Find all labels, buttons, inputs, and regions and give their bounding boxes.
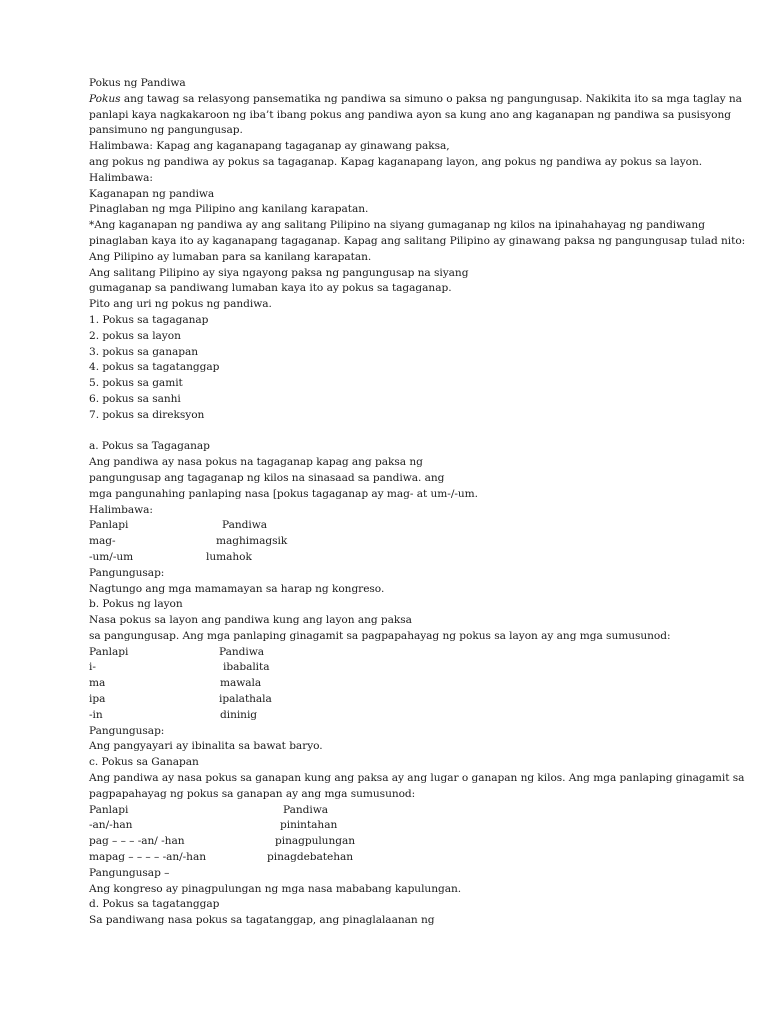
list-item: 4. pokus sa tagatanggap [89, 361, 220, 374]
body-line: Nasa pokus sa layon ang pandiwa kung ang layon ang paksa [89, 614, 412, 627]
body-line: Ang Pilipino ay lumaban para sa kanilang karapatan. [89, 250, 372, 263]
list-item: 5. pokus sa gamit [89, 377, 183, 390]
intro-line-1 [89, 92, 742, 108]
table-cell: i- [89, 661, 96, 674]
table-cell: ma [89, 677, 106, 690]
table-row [89, 550, 689, 566]
section-heading: d. Pokus sa tagatanggap [89, 898, 220, 911]
table-cell: pinintahan [280, 819, 338, 832]
column-header: Panlapi [89, 645, 129, 658]
table-cell: -in [89, 708, 103, 721]
intro-term: Pokus [89, 92, 121, 105]
document-title: Pokus ng Pandiwa [89, 77, 186, 89]
body-line: Sa pandiwang nasa pokus sa tagatanggap, ang pinaglalaanan ng [89, 914, 435, 927]
intro-rest: ang tawag sa relasyong pansematika ng pandiwa sa simuno o paksa ng pangungusap. Nakikita ito sa mga taglay na [120, 92, 742, 105]
list-item: 2. pokus sa layon [89, 329, 181, 342]
table-row [89, 850, 689, 866]
table-cell: -an/-han [89, 819, 133, 832]
column-header: Pandiwa [219, 645, 264, 658]
table-header [89, 803, 689, 819]
table-row [89, 660, 689, 676]
table-header [89, 518, 689, 534]
body-line: Pinaglaban ng mga Pilipino ang kanilang karapatan. [89, 203, 369, 216]
body-line: Ang pandiwa ay nasa pokus na tagaganap kapag ang paksa ng [89, 456, 423, 469]
table-cell: mapag – – – – -an/-han [89, 851, 206, 864]
section-heading: a. Pokus sa Tagaganap [89, 440, 210, 453]
body-line: Ang pandiwa ay nasa pokus sa ganapan kung ang paksa ay ang lugar o ganapan ng kilos. Ang mga panlaping ginagamit sa [89, 772, 745, 785]
body-line: sa pangungusap. Ang mga panlaping ginagamit sa pagpapahayag ng pokus sa layon ay ang mga sumusunod: [89, 629, 671, 642]
body-line: *Ang kaganapan ng pandiwa ay ang salitang Pilipino na siyang gumaganap ng kilos na ipinahahayag ng pandiwang [89, 219, 705, 232]
table-cell: pinagdebatehan [267, 851, 354, 864]
body-line: Kaganapan ng pandiwa [89, 187, 215, 200]
column-header: Pandiwa [283, 803, 328, 816]
section-heading: b. Pokus ng layon [89, 598, 183, 611]
body-line: Pito ang uri ng pokus ng pandiwa. [89, 298, 272, 311]
body-line: pangungusap ang tagaganap ng kilos na sinasaad sa pandiwa. ang [89, 471, 445, 484]
table-cell: ipa [89, 693, 106, 706]
body-line: pinaglaban kaya ito ay kaganapang tagaganap. Kapag ang salitang Pilipino ay ginawang paksa ng pangungusap tulad nito: [89, 234, 746, 247]
section-heading: c. Pokus sa Ganapan [89, 756, 199, 769]
list-item: 6. pokus sa sanhi [89, 392, 181, 405]
body-line: Ang kongreso ay pinagpulungan ng mga nasa mababang kapulungan. [89, 882, 462, 895]
table-row [89, 676, 689, 692]
list-item: 1. Pokus sa tagaganap [89, 313, 209, 326]
table-cell: mag- [89, 535, 116, 548]
table-cell: -um/-um [89, 550, 134, 563]
body-line: Halimbawa: Kapag ang kaganapang tagaganap ay ginawang paksa, [89, 140, 450, 153]
table-cell: mawala [220, 677, 262, 690]
table-header [89, 645, 689, 661]
table-row [89, 818, 689, 834]
body-line: Pangungusap: [89, 724, 165, 737]
body-line: Ang salitang Pilipino ay siya ngayong paksa ng pangungusap na siyang [89, 266, 469, 279]
table-cell: ibabalita [223, 661, 270, 674]
intro-line-2: panlapi kaya nagkakaroon ng iba’t ibang pokus ang pandiwa ayon sa kung ano ang kaganapan ng pandiwa sa pusisyong [89, 108, 732, 121]
table-cell: dininig [220, 708, 258, 721]
table-cell: pinagpulungan [275, 835, 355, 848]
document-page [89, 76, 746, 929]
blank-line [89, 424, 689, 440]
body-line: Nagtungo ang mga mamamayan sa harap ng kongreso. [89, 582, 385, 595]
table-cell: pag – – – -an/ -han [89, 835, 185, 848]
body-line: Halimbawa: [89, 503, 153, 516]
table-row [89, 708, 689, 724]
column-header: Pandiwa [222, 519, 267, 532]
body-line: Ang pangyayari ay ibinalita sa bawat baryo. [89, 740, 323, 753]
intro-line-3: pansimuno ng pangungusap. [89, 124, 243, 137]
column-header: Panlapi [89, 803, 129, 816]
table-cell: ipalathala [219, 693, 272, 706]
body-line: pagpapahayag ng pokus sa ganapan ay ang mga sumusunod: [89, 787, 416, 800]
body-line: Pangungusap – [89, 866, 170, 879]
body-line: ang pokus ng pandiwa ay pokus sa tagaganap. Kapag kaganapang layon, ang pokus ng pandiwa ay pokus sa layon. [89, 155, 703, 168]
table-row [89, 692, 689, 708]
list-item: 3. pokus sa ganapan [89, 345, 199, 358]
body-line: mga pangunahing panlaping nasa [pokus tagaganap ay mag- at um-/-um. [89, 487, 478, 500]
body-line: Halimbawa: [89, 171, 153, 184]
column-header: Panlapi [89, 519, 129, 532]
table-cell: lumahok [206, 550, 252, 563]
list-item: 7. pokus sa direksyon [89, 408, 205, 421]
body-line: gumaganap sa pandiwang lumaban kaya ito ay pokus sa tagaganap. [89, 282, 452, 295]
body-line: Pangungusap: [89, 566, 165, 579]
table-cell: maghimagsik [216, 535, 288, 548]
table-row [89, 834, 689, 850]
table-row [89, 534, 689, 550]
